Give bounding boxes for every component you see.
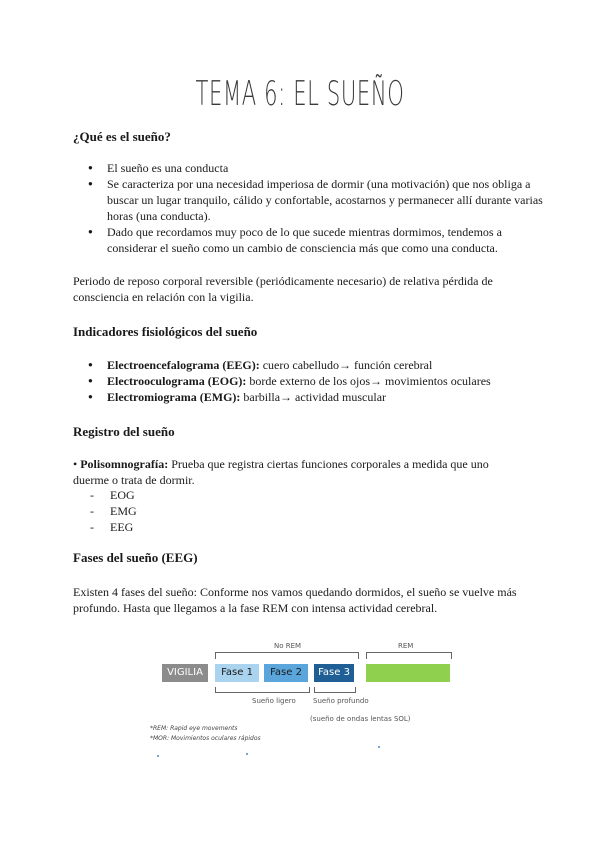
slow-wave-label: (sueño de ondas lentas SOL) (310, 715, 411, 723)
indicator-desc: barbilla→ actividad muscular (240, 390, 387, 404)
decorative-dot (246, 753, 248, 755)
light-sleep-bracket (215, 687, 310, 693)
fase3-box: Fase 3 (314, 664, 354, 682)
heading-what-is-sleep: ¿Qué es el sueño? (73, 129, 171, 144)
fase2-box: Fase 2 (264, 664, 308, 682)
decorative-dot (378, 746, 380, 748)
rem-note-en: *REM: Rapid eye movements (150, 725, 238, 732)
list-item: - EOG (73, 487, 137, 503)
rem-label: REM (398, 642, 414, 650)
rem-note-es: *MOR: Movimientos oculares rápidos (150, 735, 261, 742)
bullet-glyph: • (73, 457, 78, 471)
polysomnography-term: Polisomnografía: (80, 457, 169, 471)
list-item (73, 389, 543, 405)
list-item: ● Dado que recordamos muy poco de lo que sucede mientras dormimos, tendemos a considerar el sueño como un cambio de consciencia más que como una conducta. (73, 224, 543, 256)
sleep-definition-list (73, 160, 543, 256)
decorative-dot (157, 755, 159, 757)
no-rem-label: No REM (274, 642, 302, 650)
indicator-term: Electromiograma (EMG): (107, 390, 241, 404)
indicator-desc: borde externo de los ojos→ movimientos oculares (246, 374, 491, 388)
no-rem-bracket (215, 652, 359, 659)
sleep-phases-diagram (150, 632, 460, 762)
polysomnography-paragraph (73, 456, 513, 488)
fase1-box: Fase 1 (215, 664, 259, 682)
list-item: - EEG (73, 519, 137, 535)
indicator-term: Electroencefalograma (EEG): (107, 358, 260, 372)
deep-sleep-bracket (314, 687, 356, 693)
list-item (73, 357, 543, 373)
deep-sleep-label: Sueño profundo (313, 697, 369, 705)
heading-sleep-recording: Registro del sueño (73, 424, 175, 439)
vigilia-box: VIGILIA (162, 664, 208, 682)
list-item: ● El sueño es una conducta (73, 160, 543, 176)
list-item: ● Se caracteriza por una necesidad imperiosa de dormir (una motivación) que nos obliga a buscar un lugar tranquilo, cálido y confortable, acostarnos y permanecer allí durante varias horas (una conducta). (73, 176, 543, 224)
heading-sleep-phases: Fases del sueño (EEG) (73, 550, 198, 565)
sleep-phases-paragraph: Existen 4 fases del sueño: Conforme nos vamos quedando dormidos, el sueño se vuelve más profundo. Hasta que llegamos a la fase REM con intensa actividad cerebral. (73, 585, 517, 615)
page-title: TEMA 6: EL SUEÑO (195, 74, 405, 114)
list-item (73, 373, 543, 389)
indicator-term: Electrooculograma (EOG): (107, 374, 247, 388)
recording-dash-list (73, 487, 137, 535)
indicators-list (73, 357, 543, 405)
list-item: - EMG (73, 503, 137, 519)
rem-box (366, 664, 450, 682)
sleep-definition-paragraph: Periodo de reposo corporal reversible (periódicamente necesario) de relativa pérdida de consciencia en relación con la vigilia. (73, 274, 493, 304)
polysomnography-desc: Prueba que registra ciertas funciones corporales a medida que uno duerme o trata de dormir. (73, 457, 489, 487)
light-sleep-label: Sueño ligero (252, 697, 296, 705)
heading-physiological-indicators: Indicadores fisiológicos del sueño (73, 324, 258, 339)
rem-bracket (366, 652, 452, 659)
indicator-desc: cuero cabelludo→ función cerebral (259, 358, 433, 372)
